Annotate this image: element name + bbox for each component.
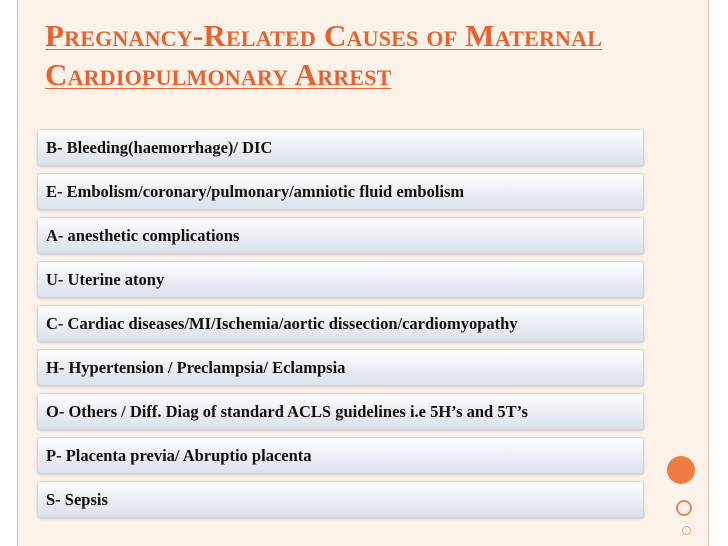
list-item-text: H- Hypertension / Preclampsia/ Eclampsia bbox=[46, 357, 346, 377]
list-item-h bbox=[37, 349, 644, 386]
list-item-e bbox=[37, 173, 644, 210]
slide-title-line-1: Pregnancy-Related Causes of Maternal bbox=[45, 18, 603, 53]
list-item-o bbox=[37, 393, 644, 430]
list-item-s bbox=[37, 481, 644, 518]
list-item-b bbox=[37, 129, 644, 166]
list-item-a bbox=[37, 217, 644, 254]
list-item-text: S- Sepsis bbox=[46, 489, 108, 509]
decorative-ring-icon bbox=[676, 500, 692, 516]
slide-title bbox=[45, 16, 665, 94]
list-item-c bbox=[37, 305, 644, 342]
decorative-orange-circle-icon bbox=[667, 456, 695, 484]
list-item-text: C- Cardiac diseases/MI/Ischemia/aortic dissection/cardiomyopathy bbox=[46, 313, 518, 333]
list-item-text: O- Others / Diff. Diag of standard ACLS guidelines i.e 5H’s and 5T’s bbox=[46, 401, 528, 421]
bleauchops-list bbox=[37, 129, 644, 525]
decorative-small-ring-icon bbox=[682, 526, 691, 535]
list-item-text: E- Embolism/coronary/pulmonary/amniotic fluid embolism bbox=[46, 181, 465, 201]
list-item-text: U- Uterine atony bbox=[46, 269, 165, 289]
list-item-text: P- Placenta previa/ Abruptio placenta bbox=[46, 445, 312, 465]
list-item-p bbox=[37, 437, 644, 474]
list-item-text: A- anesthetic complications bbox=[46, 225, 240, 245]
slide-title-line-2: Cardiopulmonary Arrest bbox=[45, 57, 392, 92]
list-item-text: B- Bleeding(haemorrhage)/ DIC bbox=[46, 137, 273, 157]
list-item-u bbox=[37, 261, 644, 298]
